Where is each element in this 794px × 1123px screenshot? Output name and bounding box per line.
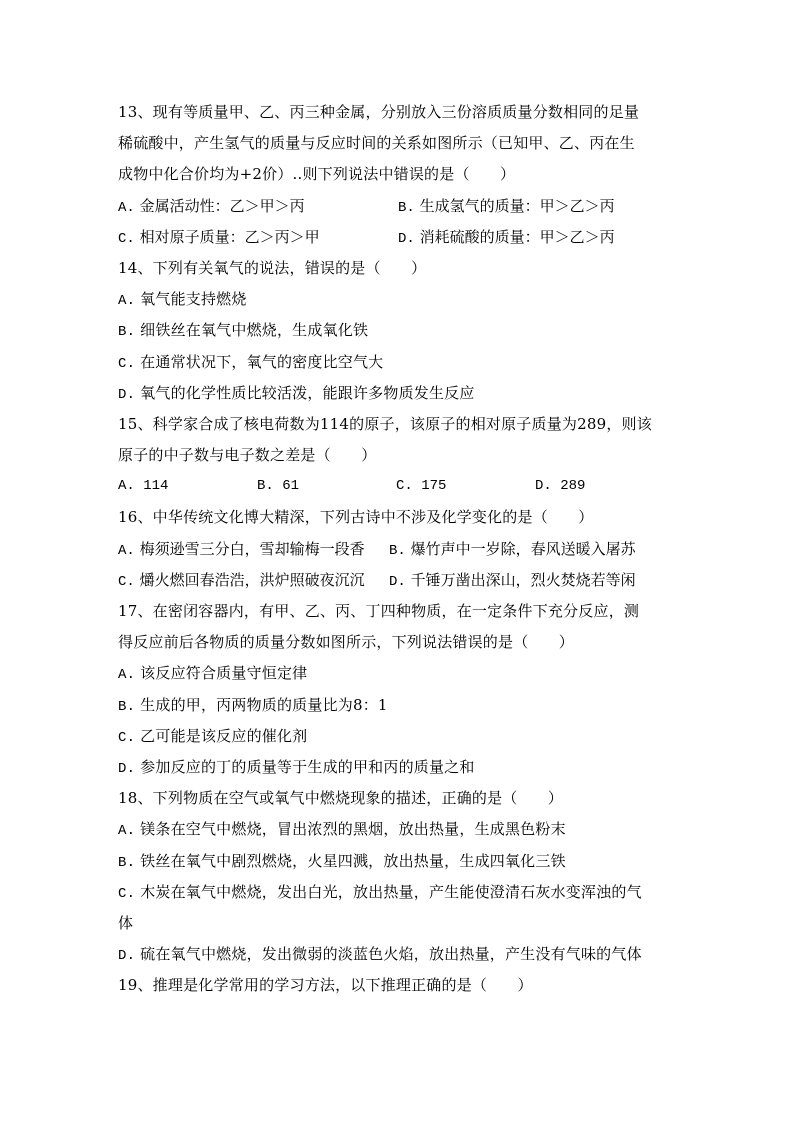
- q13-stem-line-3: 成物中化合价均为+2价）..则下列说法中错误的是（ ）: [118, 165, 516, 184]
- q14-option-c: C. 在通常状况下，氧气的密度比空气大: [118, 352, 384, 372]
- q17-stem-line-1: 17、在密闭容器内，有甲、乙、丙、丁四种物质，在一定条件下充分反应，测: [118, 602, 640, 620]
- q15-option-b: B. 61: [257, 478, 300, 495]
- q17-option-d: D. 参加反应的丁的质量等于生成的甲和丙的质量之和: [118, 757, 475, 777]
- q16-option-c: C. 爝火燃回春浩浩，洪炉照破夜沉沉: [118, 570, 365, 590]
- q16-options-row-1: [118, 534, 678, 565]
- q13-options-row-1: [118, 191, 678, 222]
- q16-options-row-2: [118, 565, 678, 596]
- exam-page: [118, 97, 678, 1001]
- q17-option-c: C. 乙可能是该反应的催化剂: [118, 726, 308, 746]
- q13-option-b: B. 生成氢气的质量：甲＞乙＞丙: [398, 196, 615, 216]
- q17-option-a: A. 该反应符合质量守恒定律: [118, 664, 308, 684]
- q18-option-c: C. 木炭在氧气中燃烧，发出白光，放出热量，产生能使澄清石灰水变浑浊的气: [118, 882, 642, 902]
- q15-option-a: A. 114: [118, 478, 169, 495]
- q15-options-row: [118, 471, 678, 502]
- q13-options-row-2: [118, 222, 678, 253]
- q16-stem: 16、中华传统文化博大精深，下列古诗中不涉及化学变化的是（ ）: [118, 508, 594, 527]
- q14-option-b: B. 细铁丝在氧气中燃烧，生成氧化铁: [118, 321, 369, 341]
- q15-stem-line-1: 15、科学家合成了核电荷数为114的原子，该原子的相对原子质量为289，则该: [118, 414, 652, 433]
- q18-option-c-continued: 体: [118, 913, 134, 932]
- q15-option-c: C. 175: [396, 478, 447, 495]
- q18-option-a: A. 镁条在空气中燃烧，冒出浓烈的黑烟，放出热量，生成黑色粉末: [118, 820, 566, 840]
- q13-stem-line-2: 稀硫酸中，产生氢气的质量与反应时间的关系如图所示（已知甲、乙、丙在生: [118, 134, 635, 153]
- q14-option-d: D. 氧气的化学性质比较活泼，能跟许多物质发生反应: [118, 383, 475, 403]
- q17-option-b: B. 生成的甲，丙两物质的质量比为8：1: [118, 695, 388, 715]
- q13-option-d: D. 消耗硫酸的质量：甲＞乙＞丙: [398, 227, 615, 247]
- q15-stem-line-2: 原子的中子数与电子数之差是（ ）: [118, 446, 377, 465]
- q13-stem-line-1: 13、现有等质量甲、乙、丙三种金属，分别放入三份溶质质量分数相同的足量: [118, 103, 640, 121]
- q13-option-c: C. 相对原子质量：乙＞丙＞甲: [118, 227, 320, 247]
- q14-stem: 14、下列有关氧气的说法，错误的是（ ）: [118, 258, 427, 277]
- q14-option-a: A. 氧气能支持燃烧: [118, 290, 247, 310]
- q16-option-a: A. 梅须逊雪三分白，雪却输梅一段香: [118, 539, 365, 559]
- q16-option-b: B. 爆竹声中一岁除，春风送暖入屠苏: [389, 539, 636, 559]
- q17-stem-line-2: 得反应前后各物质的质量分数如图所示，下列说法错误的是（ ）: [118, 633, 575, 652]
- q18-option-b: B. 铁丝在氧气中剧烈燃烧，火星四溅，放出热量，生成四氧化三铁: [118, 851, 566, 871]
- q18-option-d: D. 硫在氧气中燃烧，发出微弱的淡蓝色火焰，放出热量，产生没有气味的气体: [118, 945, 642, 965]
- q16-option-d: D. 千锤万凿出深山，烈火焚烧若等闲: [389, 570, 636, 590]
- q15-option-d: D. 289: [535, 478, 586, 495]
- q18-stem: 18、下列物质在空气或氧气中燃烧现象的描述，正确的是（ ）: [118, 789, 564, 808]
- q13-option-a: A. 金属活动性：乙＞甲＞丙: [118, 196, 305, 216]
- q19-stem: 19、推理是化学常用的学习方法，以下推理正确的是（ ）: [118, 976, 533, 995]
